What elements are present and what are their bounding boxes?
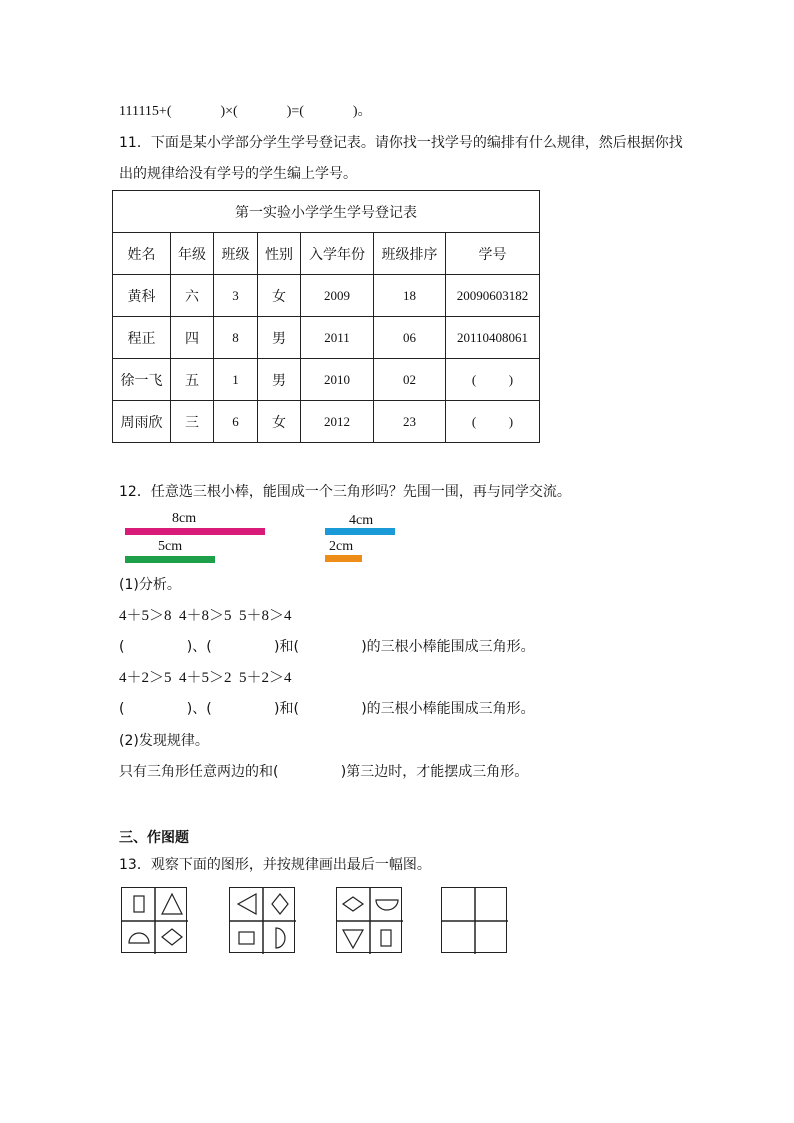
header-cell: 班级排序 <box>374 233 446 275</box>
part2-heading: (2)发现规律。 <box>119 733 209 749</box>
q11-text-line1: 11．下面是某小学部分学生学号登记表。请你找一找学号的编排有什么规律，然后根据你找 <box>119 135 683 151</box>
table-cell: 20090603182 <box>446 275 540 317</box>
table-header-row <box>113 233 540 275</box>
table-cell: 2009 <box>301 275 374 317</box>
table-row <box>113 401 540 443</box>
semicircle-icon <box>376 900 398 910</box>
table-cell: 1 <box>214 359 258 401</box>
table-cell: 3 <box>214 275 258 317</box>
rectangle-icon <box>134 896 144 912</box>
stick-2cm-label: 2cm <box>329 539 354 554</box>
header-cell: 姓名 <box>113 233 171 275</box>
table-cell: 2011 <box>301 317 374 359</box>
semicircle-icon <box>276 928 285 948</box>
pattern-figure-answer[interactable] <box>441 887 507 953</box>
diamond-icon <box>343 897 363 911</box>
table-cell: 三 <box>171 401 214 443</box>
table-cell: 男 <box>258 359 301 401</box>
table-cell: 20110408061 <box>446 317 540 359</box>
table-cell: 6 <box>214 401 258 443</box>
triangle-icon <box>162 894 182 914</box>
q12-intro: 12．任意选三根小棒，能围成一个三角形吗？先围一围，再与同学交流。 <box>119 484 571 500</box>
stick-5cm-label: 5cm <box>158 539 183 554</box>
rectangle-icon <box>381 930 391 946</box>
table-cell: 02 <box>374 359 446 401</box>
q10-answer-line: 111115+( )×( )=( )。 <box>119 104 372 119</box>
header-cell: 入学年份 <box>301 233 374 275</box>
figure-2-shapes <box>230 888 296 954</box>
table-cell: 五 <box>171 359 214 401</box>
table-cell: 周雨欣 <box>113 401 171 443</box>
table-cell: 23 <box>374 401 446 443</box>
triangle-left-icon <box>238 894 256 914</box>
header-cell: 班级 <box>214 233 258 275</box>
student-id-table <box>112 190 540 443</box>
table-cell: 四 <box>171 317 214 359</box>
table-cell: 女 <box>258 401 301 443</box>
stick-4cm <box>325 528 395 535</box>
triangle-down-icon <box>343 930 363 948</box>
answer-blank-cell[interactable]: ( ) <box>446 401 540 443</box>
square-icon <box>239 932 254 944</box>
table-cell: 2010 <box>301 359 374 401</box>
table-cell: 18 <box>374 275 446 317</box>
table-cell: 徐一飞 <box>113 359 171 401</box>
section-heading: 三、作图题 <box>119 830 189 846</box>
q11-text-line2: 出的规律给没有学号的学生编上学号。 <box>119 166 357 182</box>
diamond-icon <box>272 894 288 914</box>
figure-1-shapes <box>122 888 188 954</box>
inequalities-1: 4＋5＞8 4＋8＞5 5＋8＞4 <box>119 608 292 624</box>
stick-5cm <box>125 556 215 563</box>
stick-8cm <box>125 528 265 535</box>
inequalities-2: 4＋2＞5 4＋5＞2 5＋2＞4 <box>119 670 292 686</box>
table-row <box>113 317 540 359</box>
stick-4cm-label: 4cm <box>349 513 374 528</box>
fill-blank-1[interactable]: ( )、( )和( )的三根小棒能围成三角形。 <box>119 639 535 655</box>
semicircle-icon <box>129 933 149 943</box>
table-cell: 黄科 <box>113 275 171 317</box>
figure-3-shapes <box>337 888 403 954</box>
table-cell: 06 <box>374 317 446 359</box>
header-cell: 性别 <box>258 233 301 275</box>
table-title: 第一实验小学学生学号登记表 <box>113 191 540 233</box>
diamond-icon <box>162 929 182 945</box>
pattern-figure-1 <box>121 887 187 953</box>
figure-4-grid <box>442 888 508 954</box>
table-cell: 8 <box>214 317 258 359</box>
stick-2cm <box>325 555 362 562</box>
table-cell: 女 <box>258 275 301 317</box>
table-cell: 男 <box>258 317 301 359</box>
q13-text: 13．观察下面的图形，并按规律画出最后一幅图。 <box>119 857 431 873</box>
header-cell: 学号 <box>446 233 540 275</box>
table-row <box>113 275 540 317</box>
header-cell: 年级 <box>171 233 214 275</box>
rule-blank[interactable]: 只有三角形任意两边的和( )第三边时，才能摆成三角形。 <box>119 764 529 780</box>
table-cell: 程正 <box>113 317 171 359</box>
stick-8cm-label: 8cm <box>172 511 197 526</box>
pattern-figure-3 <box>336 887 402 953</box>
fill-blank-2[interactable]: ( )、( )和( )的三根小棒能围成三角形。 <box>119 701 535 717</box>
answer-blank-cell[interactable]: ( ) <box>446 359 540 401</box>
table-cell: 六 <box>171 275 214 317</box>
part1-heading: (1)分析。 <box>119 577 181 593</box>
table-cell: 2012 <box>301 401 374 443</box>
table-row <box>113 359 540 401</box>
pattern-figure-2 <box>229 887 295 953</box>
